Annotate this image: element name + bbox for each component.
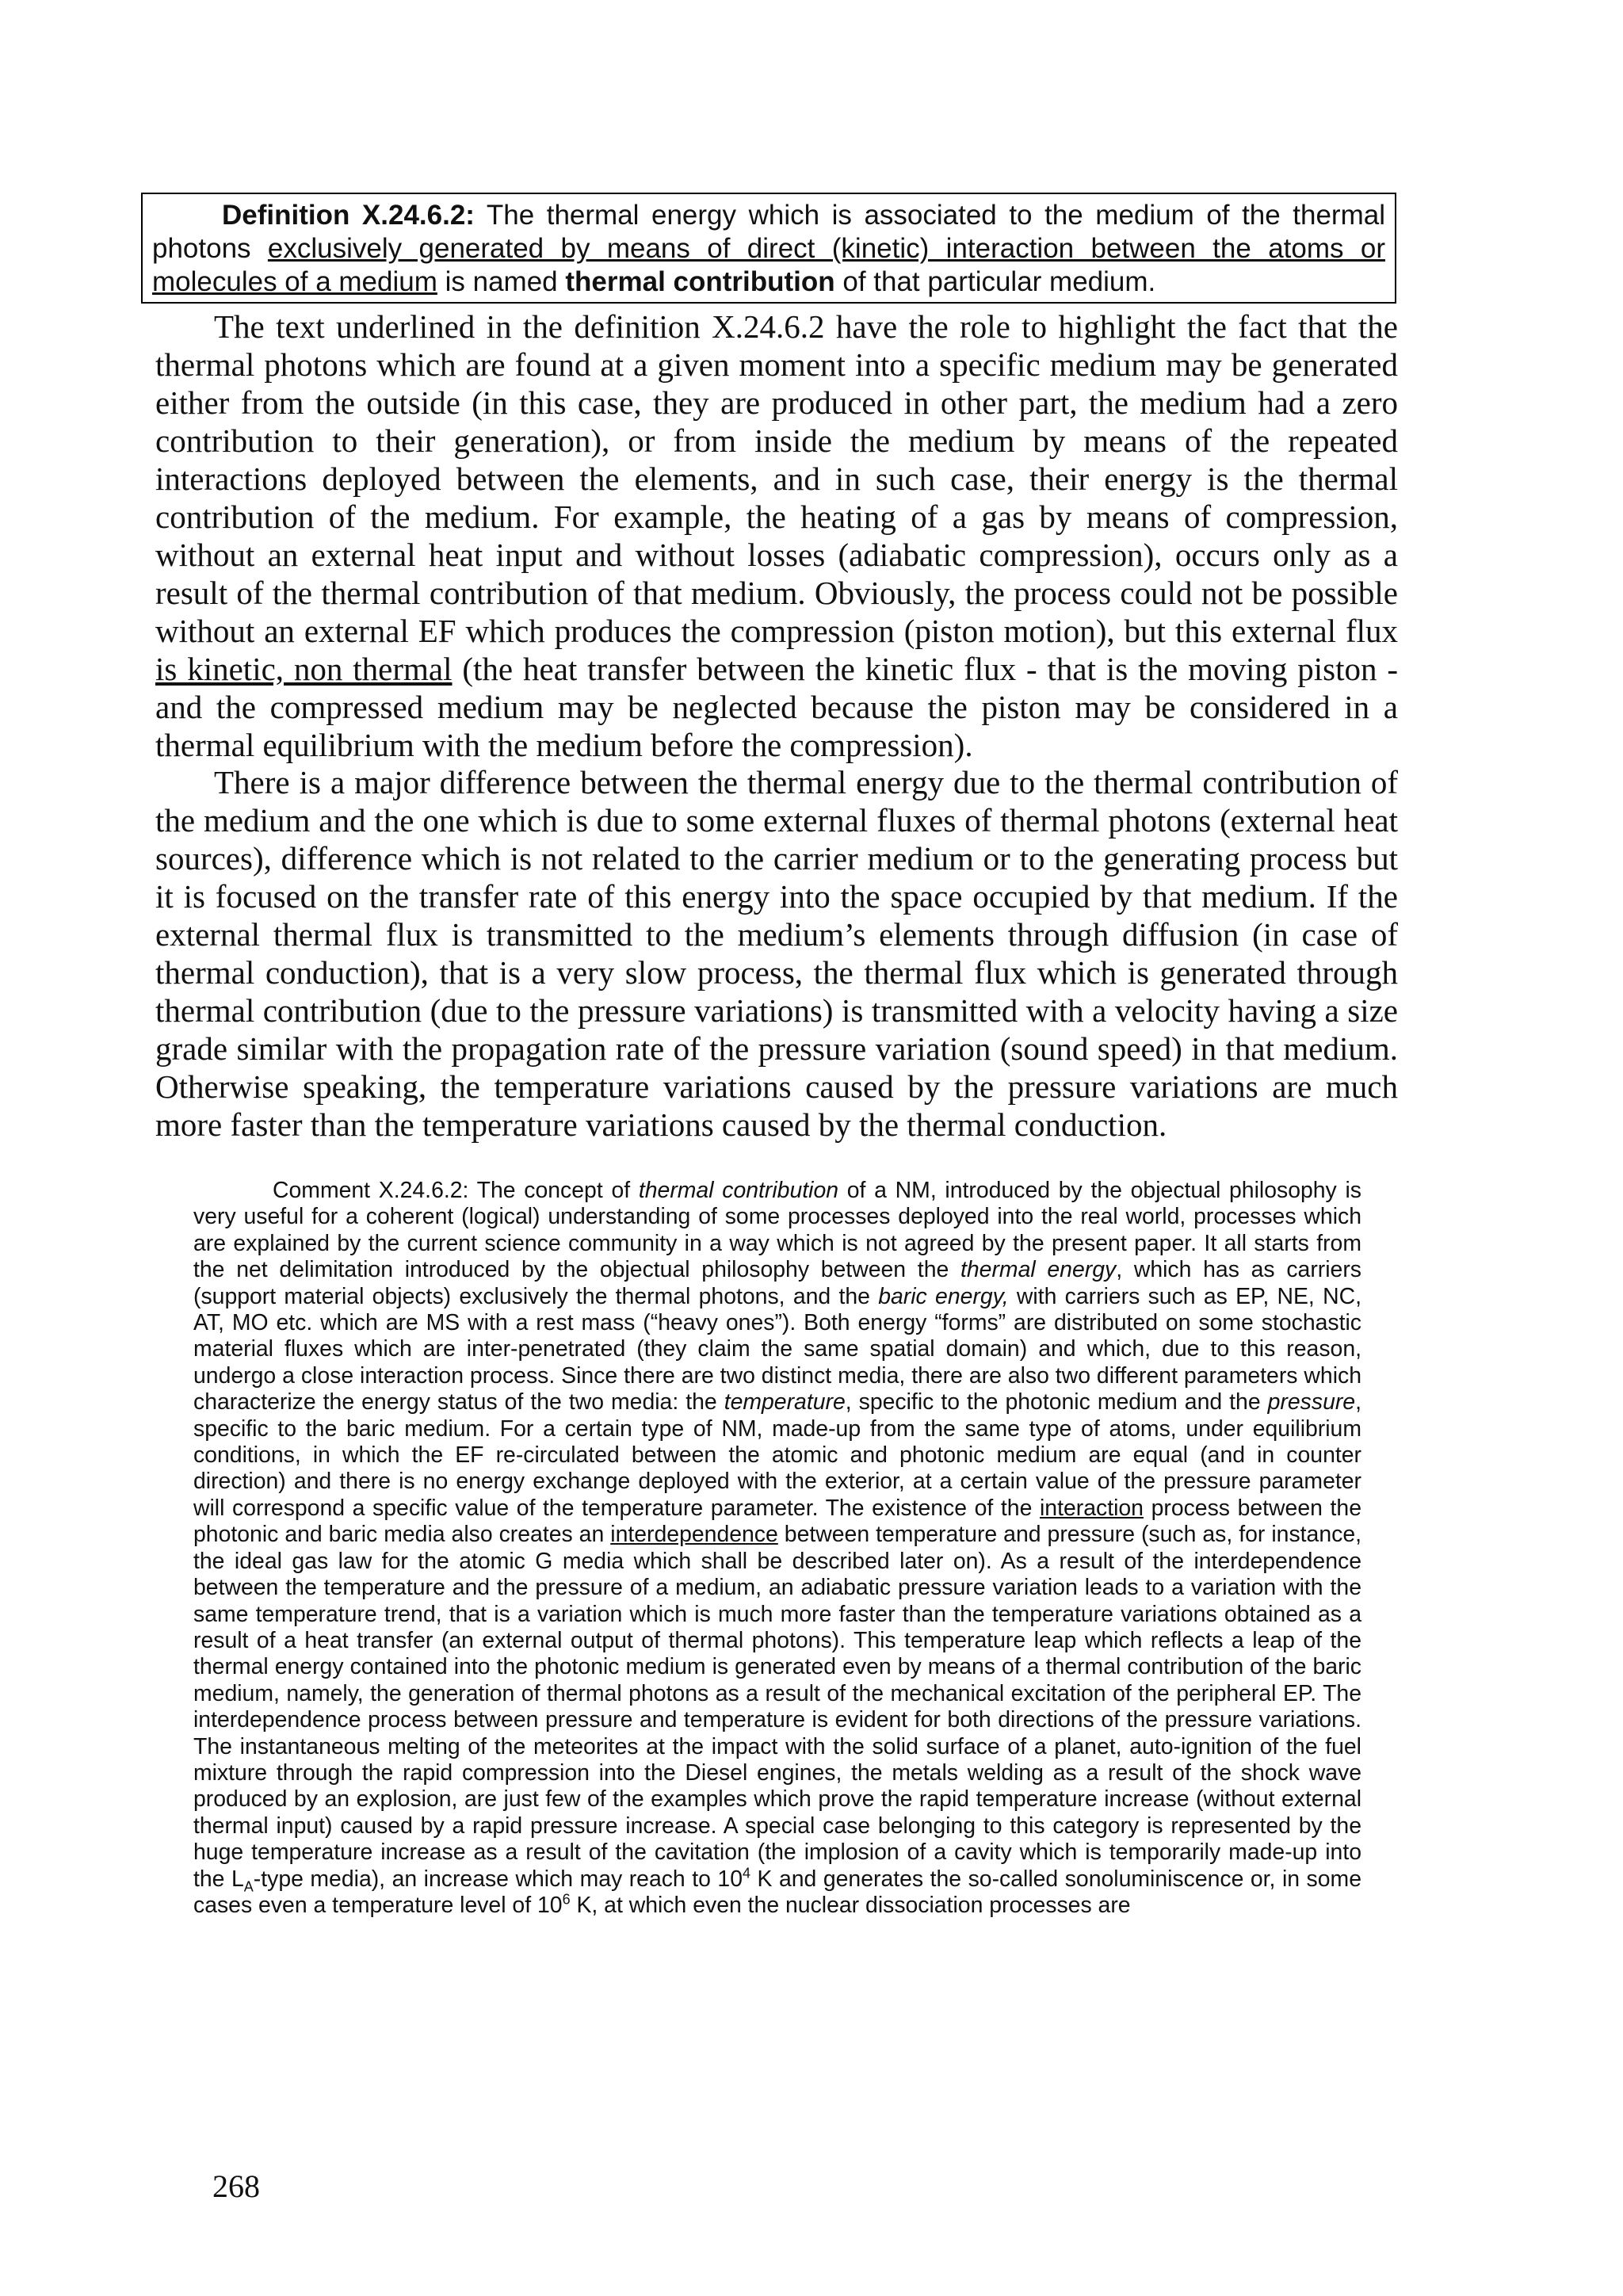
paragraph-text: The text underlined in the definition X.24.6.2 have the role to highlight the fact that the thermal photons which are found at a given moment into a specific medium may be generated either from the outside (in this case, they are produced in other part, the medium had a zero contribution to their generation), or from inside the medium by means of the repeated interactions deployed between the elements, and in such case, their energy is the thermal contribution of the medium. For example, the heating of a gas by means of compression, without an external heat input and without losses (adiabatic compression), occurs only as a result of the thermal contribution of that medium. Obviously, the process could not be possible without an external EF which produces the compression (piston motion), but this external flux — [155, 308, 1398, 649]
body-paragraph-2 — [155, 763, 1398, 1144]
comment-text: process between the photonic and baric media also creates an — [193, 1495, 1361, 1548]
comment-superscript: 6 — [562, 1891, 571, 1908]
definition-text: The thermal energy which is associated to the medium of the thermal photons — [152, 200, 1385, 264]
comment-italic-term: thermal energy — [960, 1257, 1117, 1283]
comment-text: with carriers such as EP, NE, NC, AT, MO etc. which are MS with a rest mass (“heavy ones”). Both energy “forms” are distributed on some stochastic material fluxes which are inter-penetrated (they claim the same spatial domain) and which, due to this reason, undergo a close interaction process. Since there are two distinct media, there are also two different parameters which characterize the energy status of the two media: the — [193, 1283, 1361, 1415]
definition-label: Definition X.24.6.2: — [222, 200, 475, 231]
definition-box — [141, 193, 1396, 304]
definition-text: of that particular medium. — [834, 266, 1156, 297]
comment-italic-term: baric energy, — [878, 1283, 1009, 1309]
comment-block — [193, 1178, 1361, 1919]
comment-text: between temperature and pressure (such as, for instance, the ideal gas law for the atomic G media which shall be described later on). As a result of the interdependence between the temperature and the pressure of a medium, an adiabatic pressure variation leads to a variation with the same temperature trend, that is a variation which is much more faster than the temperature variations obtained as a result of a heat transfer (an external output of thermal photons). This temperature leap which reflects a leap of the thermal energy contained into the photonic medium is generated even by means of a thermal contribution of the baric medium, namely, the generation of thermal photons as a result of the mechanical excitation of the peripheral EP. The interdependence process between pressure and temperature is evident for both directions of the pressure variations. The instantaneous melting of the meteorites at the impact with the solid surface of a planet, auto-ignition of the fuel mixture through the rapid compression into the Diesel engines, the metals welding as a result of the shock wave produced by an explosion, are just few of the examples which prove the rapid temperature increase (without external thermal input) caused by a rapid pressure increase. A special case belonging to this category is represented by the huge temperature increase as a result of the cavitation (the implosion of a cavity which is temporarily made-up into the L — [193, 1522, 1362, 1892]
comment-text: , which has as carriers (support material objects) exclusively the thermal photons, and the — [193, 1257, 1361, 1309]
comment-italic-term: thermal contribution — [638, 1178, 839, 1203]
definition-bold-term: thermal contribution — [565, 266, 835, 297]
page-number: 268 — [212, 2168, 260, 2204]
definition-underlined-text: exclusively generated by means of direct (kinetic) interaction between the atoms or molecules of a medium — [152, 233, 1385, 297]
comment-text: , specific to the baric medium. For a certain type of NM, made-up from the same type of atoms, under equilibrium conditions, in which the EF re-circulated between the atomic and photonic medium are equal (and in counter direction) and there is no energy exchange deployed with the exterior, at a certain value of the pressure parameter will correspond a specific value of the temperature parameter. The existence of the — [193, 1389, 1361, 1521]
comment-underlined-term: interdependence — [610, 1522, 778, 1548]
paragraph-underlined-text: is kinetic, non thermal — [155, 651, 453, 687]
comment-underlined-term: interaction — [1039, 1495, 1144, 1521]
definition-text: is named — [437, 266, 566, 297]
comment-text: of a NM, introduced by the objectual philosophy is very useful for a coherent (logical) understanding of some processes deployed into the real world, processes which are explained by the current science community in a way which is not agreed by the present paper. It all starts from the net delimitation introduced by the objectual philosophy between the — [193, 1178, 1361, 1283]
paragraph-text: There is a major difference between the thermal energy due to the thermal contribution of the medium and the one which is due to some external fluxes of thermal photons (external heat sources), difference which is not related to the carrier medium or to the generating process but it is focused on the transfer rate of this energy into the space occupied by that medium. If the external thermal flux is transmitted to the medium’s elements through diffusion (in case of thermal conduction), that is a very slow process, the thermal flux which is generated through thermal contribution (due to the pressure variations) is transmitted with a velocity having a size grade similar with the propagation rate of the pressure variation (sound speed) in that medium. Otherwise speaking, the temperature variations caused by the pressure variations are much more faster than the temperature variations caused by the thermal conduction. — [155, 764, 1398, 1143]
comment-text: K and generates the so-called sonoluminiscence or, in some cases even a temperature level of 10 — [193, 1866, 1361, 1918]
comment-text: -type media), an increase which may reach to 10 — [253, 1866, 743, 1892]
comment-text: Comment X.24.6.2: The concept of — [273, 1178, 639, 1203]
comment-italic-term: pressure — [1267, 1389, 1356, 1415]
comment-text: , specific to the photonic medium and the — [845, 1389, 1268, 1415]
comment-text: K, at which even the nuclear dissociation processes are — [570, 1892, 1131, 1918]
body-paragraph-1 — [155, 308, 1398, 764]
paragraph-text: (the heat transfer between the kinetic flux - that is the moving piston - and the compressed medium may be neglected because the piston may be considered in a thermal equilibrium with the medium before the compression). — [155, 651, 1398, 763]
comment-italic-term: temperature — [724, 1389, 846, 1415]
comment-superscript: 4 — [743, 1865, 751, 1881]
comment-subscript: A — [243, 1878, 254, 1895]
